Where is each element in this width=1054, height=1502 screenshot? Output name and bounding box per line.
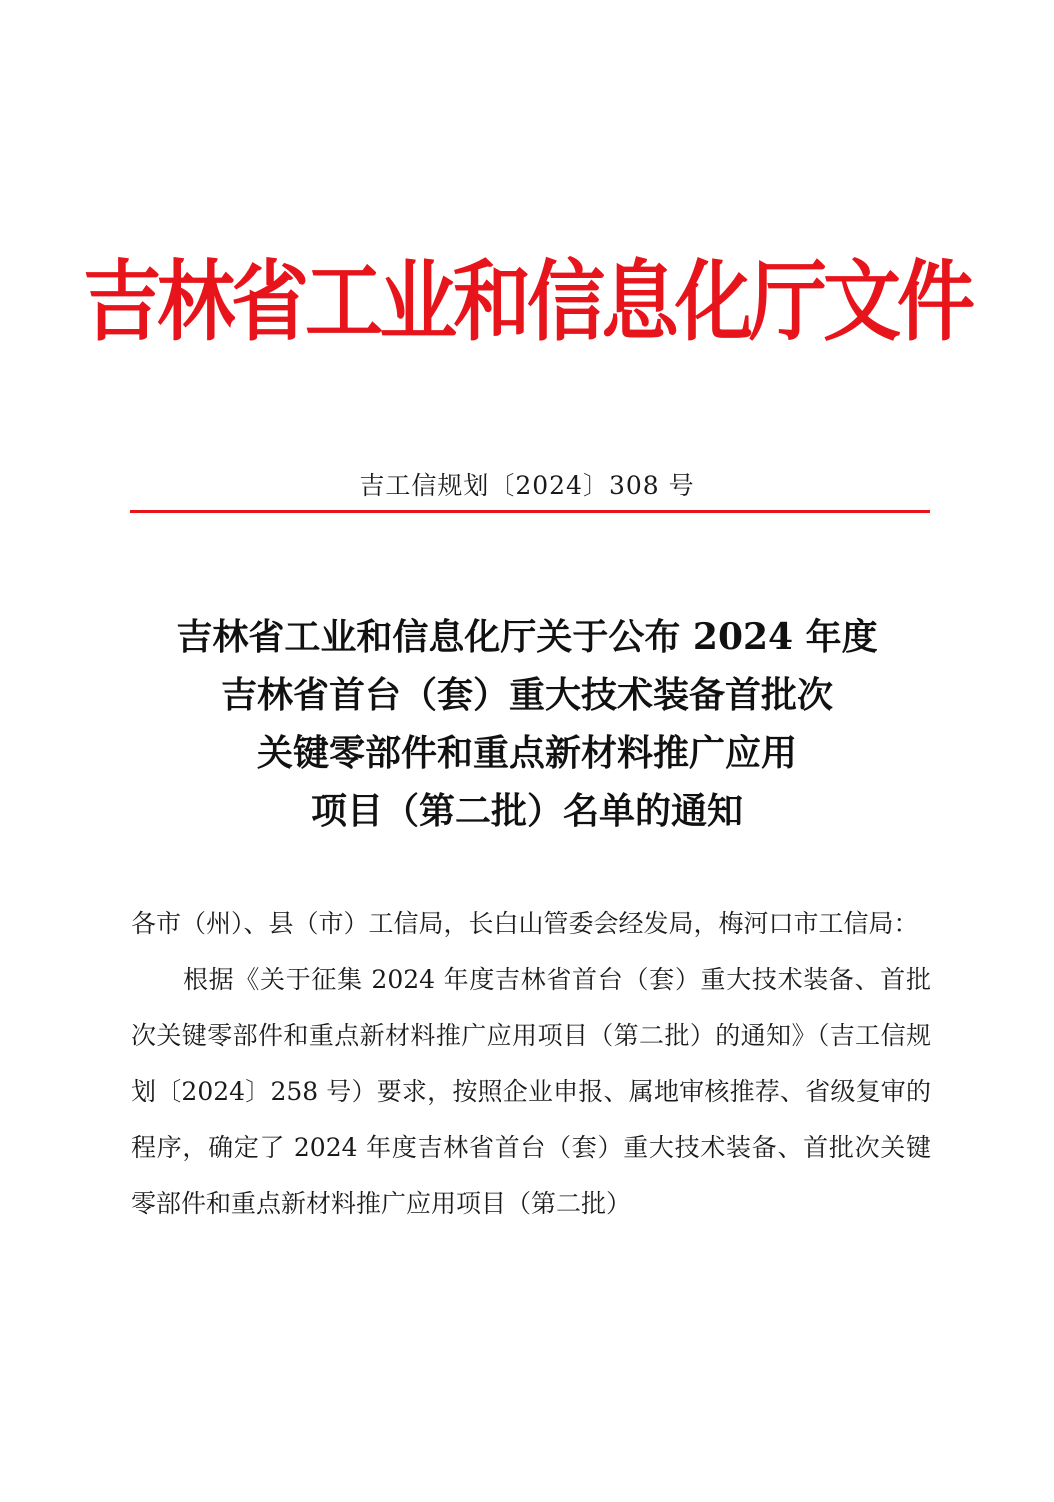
document-number: 吉工信规划〔2024〕308 号 [359,471,695,500]
red-divider-line [130,510,930,513]
title-line-3: 关键零部件和重点新材料推广应用 [256,732,797,774]
body-paragraph: 根据《关于征集 2024 年度吉林省首台（套）重大技术装备、首批次关键零部件和重点新材料推广应用项目（第二批）的通知》（吉工信规划〔2024〕258 号）要求，按照企业申报、属地审核推荐、省级复审的程序，确定了 2024 年度吉林省首台（套）重大技术装备、首批次关键零部件和重点新材料推广应用项目（第二批） [131,965,931,1218]
title-line-1: 吉林省工业和信息化厅关于公布 2024 年度 [176,616,878,658]
notice-body [131,896,931,1232]
title-line-2: 吉林省首台（套）重大技术装备首批次 [220,674,833,716]
notice-title [0,608,1054,840]
masthead-title: 吉林省工业和信息化厅文件 [82,251,971,354]
addressee: 各市（州）、县（市）工信局，长白山管委会经发局，梅河口市工信局： [131,909,919,938]
title-line-4: 项目（第二批）名单的通知 [310,790,743,832]
